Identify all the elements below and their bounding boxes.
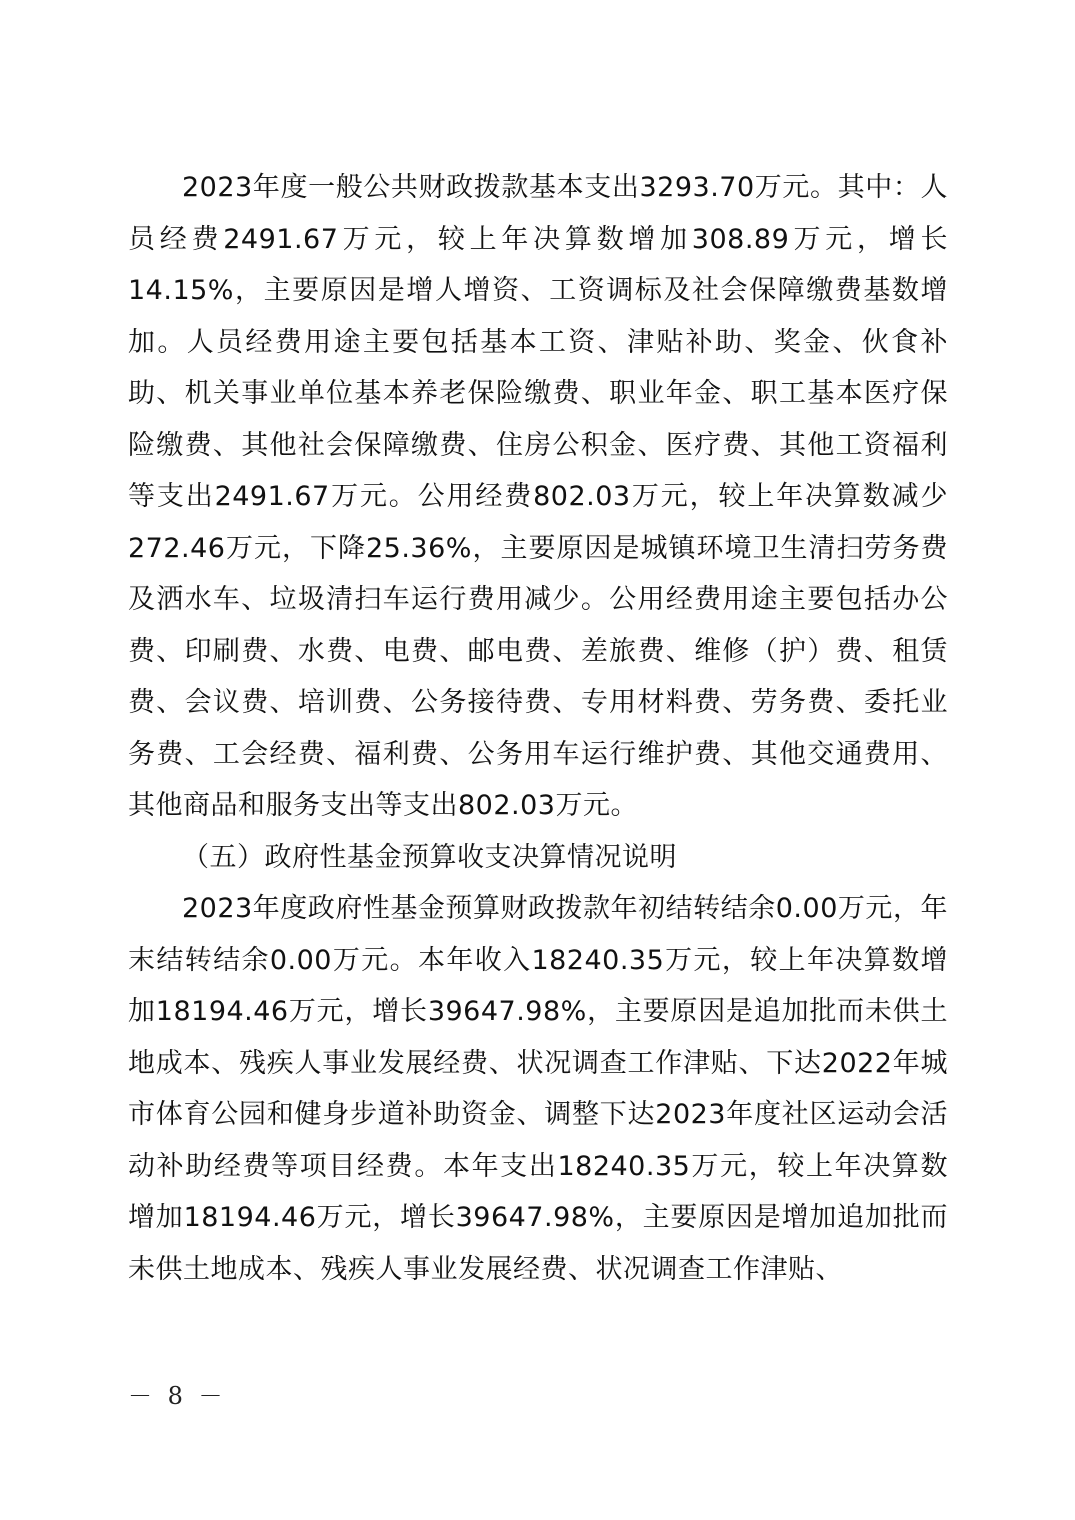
page-number: － 8 － [128, 1382, 227, 1410]
document-body [128, 162, 948, 1295]
section-heading-government-fund: （五）政府性基金预算收支决算情况说明 [182, 841, 677, 873]
paragraph-basic-expenditure: 2023年度一般公共财政拨款基本支出3293.70万元。其中：人员经费2491.67万元，较上年决算数增加308.89万元，增长14.15%，主要原因是增人增资、工资调标及社会保障缴费基数增加。人员经费用途主要包括基本工资、津贴补助、奖金、伙食补助、机关事业单位基本养老保险缴费、职业年金、职工基本医疗保险缴费、其他社会保障缴费、住房公积金、医疗费、其他工资福利等支出2491.67万元。公用经费802.03万元，较上年决算数减少272.46万元，下降25.36%，主要原因是城镇环境卫生清扫劳务费及洒水车、垃圾清扫车运行费用减少。公用经费用途主要包括办公费、印刷费、水费、电费、邮电费、差旅费、维修（护）费、租赁费、会议费、培训费、公务接待费、专用材料费、劳务费、委托业务费、工会经费、福利费、公务用车运行维护费、其他交通费用、其他商品和服务支出等支出802.03万元。 [128, 172, 948, 821]
paragraph-government-fund: 2023年度政府性基金预算财政拨款年初结转结余0.00万元，年末结转结余0.00万元。本年收入18240.35万元，较上年决算数增加18194.46万元，增长39647.98%，主要原因是追加批而未供土地成本、残疾人事业发展经费、状况调查工作津贴、下达2022年城市体育公园和健身步道补助资金、调整下达2023年度社区运动会活动补助经费等项目经费。本年支出18240.35万元，较上年决算数增加18194.46万元，增长39647.98%，主要原因是增加追加批而未供土地成本、残疾人事业发展经费、状况调查工作津贴、 [128, 893, 948, 1285]
